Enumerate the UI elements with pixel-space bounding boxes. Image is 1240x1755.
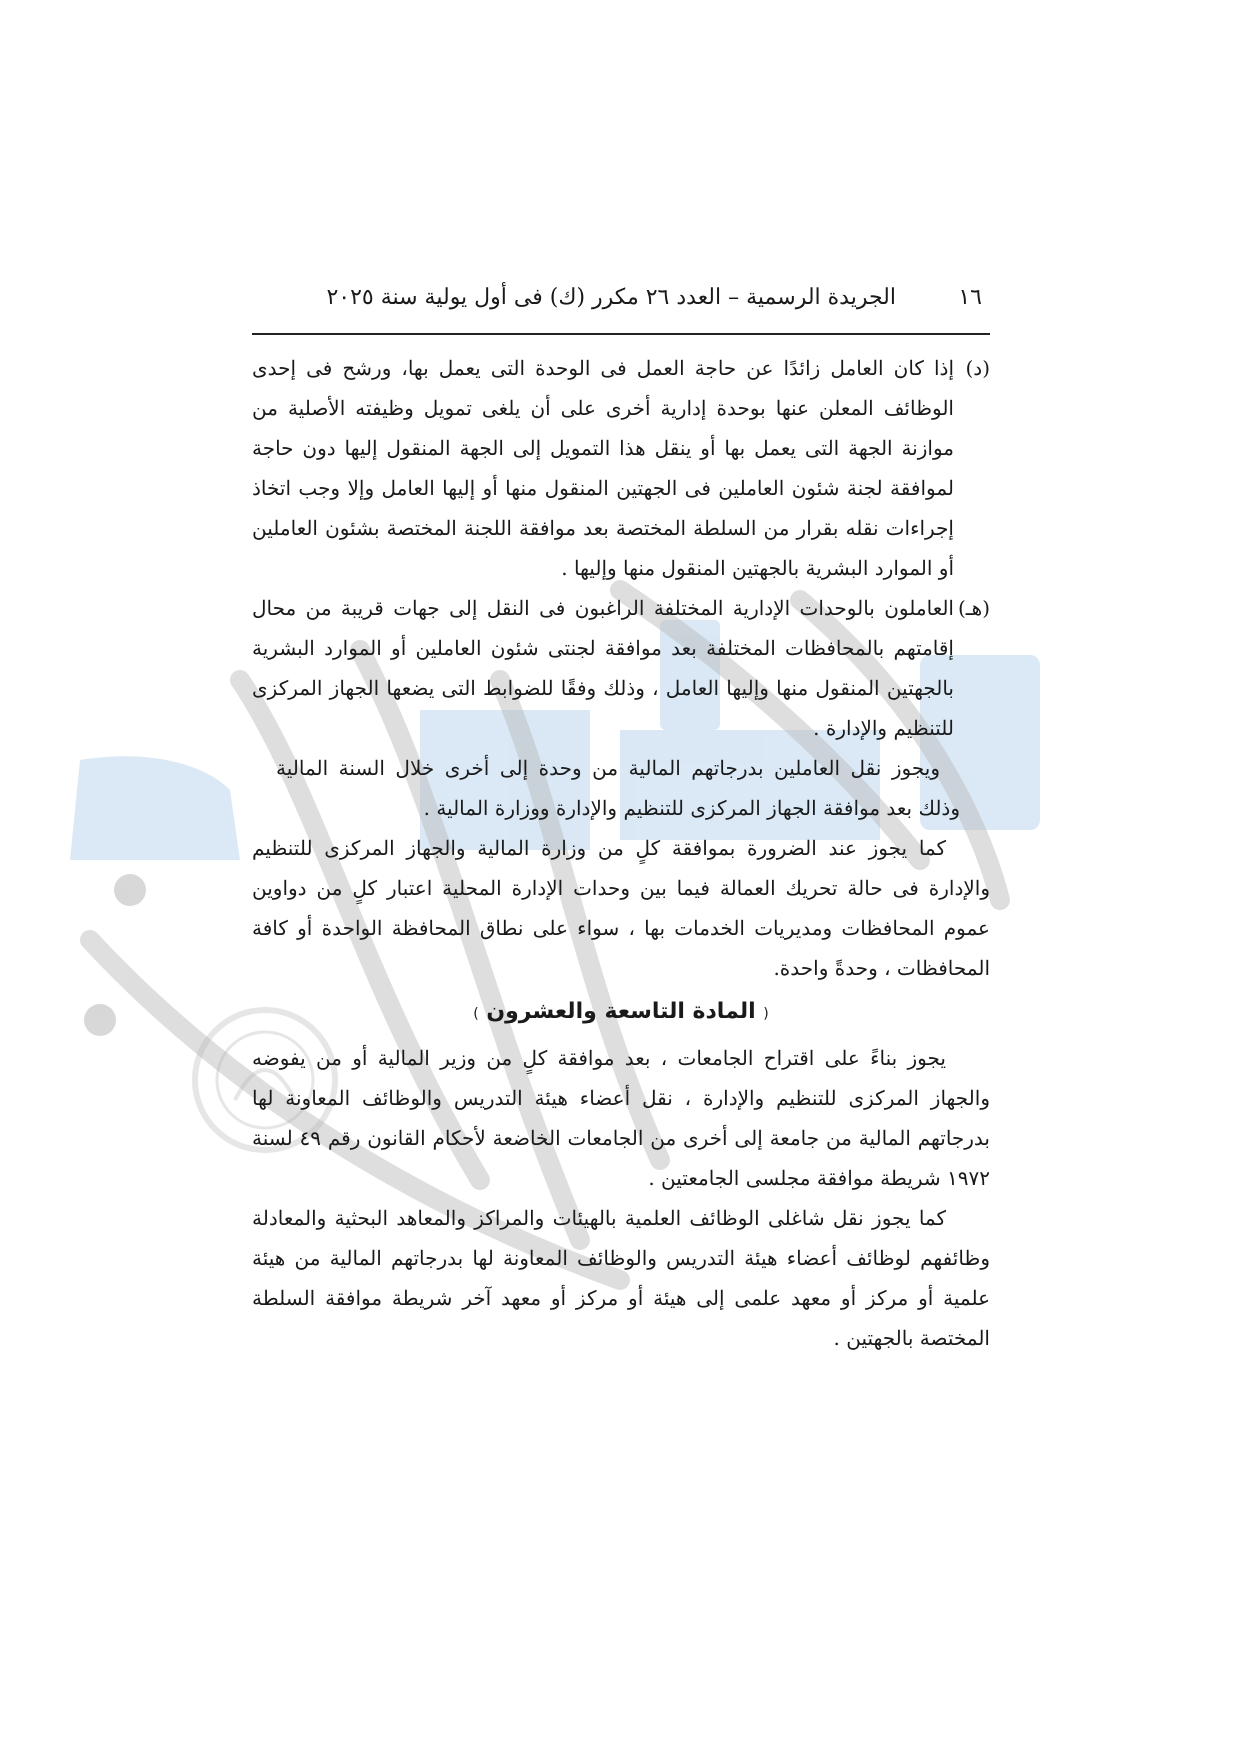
heading-paren-close: ) <box>473 1006 479 1022</box>
list-item-d <box>252 348 990 588</box>
list-item-h <box>252 588 990 748</box>
paragraph-universities: يجوز بناءً على اقتراح الجامعات ، بعد موافقة كلٍ من وزير المالية أو من يفوضه والجهاز المركزى للتنظيم والإدارة ، نقل أعضاء هيئة التدريس والوظائف المعاونة لها بدرجاتهم المالية من جامعة إلى أخرى من الجامعات الخاضعة لأحكام القانون رقم ٤٩ لسنة ١٩٧٢ شريطة موافقة مجلسى الجامعتين . <box>252 1046 990 1190</box>
list-item-text: العاملون بالوحدات الإدارية المختلفة الراغبون فى النقل إلى جهات قريبة من محال إقامتهم بالمحافظات المختلفة بعد موافقة لجنتى شئون العاملين أو الموارد البشرية بالجهتين المنقول منها وإليها العامل ، وذلك وفقًا للضوابط التى يضعها الجهاز المركزى للتنظيم والإدارة . <box>252 596 954 740</box>
list-marker: (هـ) <box>957 596 990 620</box>
document-body <box>252 348 990 1358</box>
article-heading <box>252 990 990 1036</box>
list-item-text: إذا كان العامل زائدًا عن حاجة العمل فى الوحدة التى يعمل بها، ورشح فى إحدى الوظائف المعلن عنها بوحدة إدارية أخرى على أن يلغى تمويل وظيفته الأصلية من موازنة الجهة التى يعمل بها أو ينقل هذا التمويل إلى الجهة المنقول إليها دون حاجة لموافقة لجنة شئون العاملين فى الجهتين المنقول منها أو إليها العامل وإلا وجب اتخاذ إجراءات نقله بقرار من السلطة المختصة بعد موافقة اللجنة المختصة بشئون العاملين أو الموارد البشرية بالجهتين المنقول منها وإليها . <box>252 356 954 580</box>
header-divider <box>252 333 990 335</box>
gazette-title: الجريدة الرسمية – العدد ٢٦ مكرر (ك) فى أول يولية سنة ٢٠٢٥ <box>326 285 896 310</box>
list-marker: (د) <box>965 356 990 380</box>
heading-paren-open: ( <box>763 1006 769 1022</box>
article-title: المادة التاسعة والعشرون <box>486 999 756 1024</box>
page-header <box>252 278 990 318</box>
paragraph-research-institutes: كما يجوز نقل شاغلى الوظائف العلمية بالهيئات والمراكز والمعاهد البحثية والمعادلة وظائفهم لوظائف أعضاء هيئة التدريس والوظائف المعاونة لها بدرجاتهم المالية من هيئة علمية أو مركز أو معهد علمى إلى هيئة أو مركز أو معهد آخر شريطة موافقة السلطة المختصة بالجهتين . <box>252 1206 990 1350</box>
paragraph-local-admin: كما يجوز عند الضرورة بموافقة كلٍ من وزارة المالية والجهاز المركزى للتنظيم والإدارة فى حالة تحريك العمالة فيما بين وحدات الإدارة المحلية اعتبار كلٍ من دواوين عموم المحافظات ومديريات الخدمات بها ، سواء على نطاق المحافظة الواحدة أو كافة المحافظات ، وحدةً واحدة. <box>252 836 990 980</box>
paragraph-transfer-grades: ويجوز نقل العاملين بدرجاتهم المالية من وحدة إلى أخرى خلال السنة المالية وذلك بعد موافقة الجهاز المركزى للتنظيم والإدارة ووزارة المالية . <box>276 756 960 820</box>
page-number: ١٦ <box>958 285 982 310</box>
watermark-dots <box>84 874 146 1036</box>
